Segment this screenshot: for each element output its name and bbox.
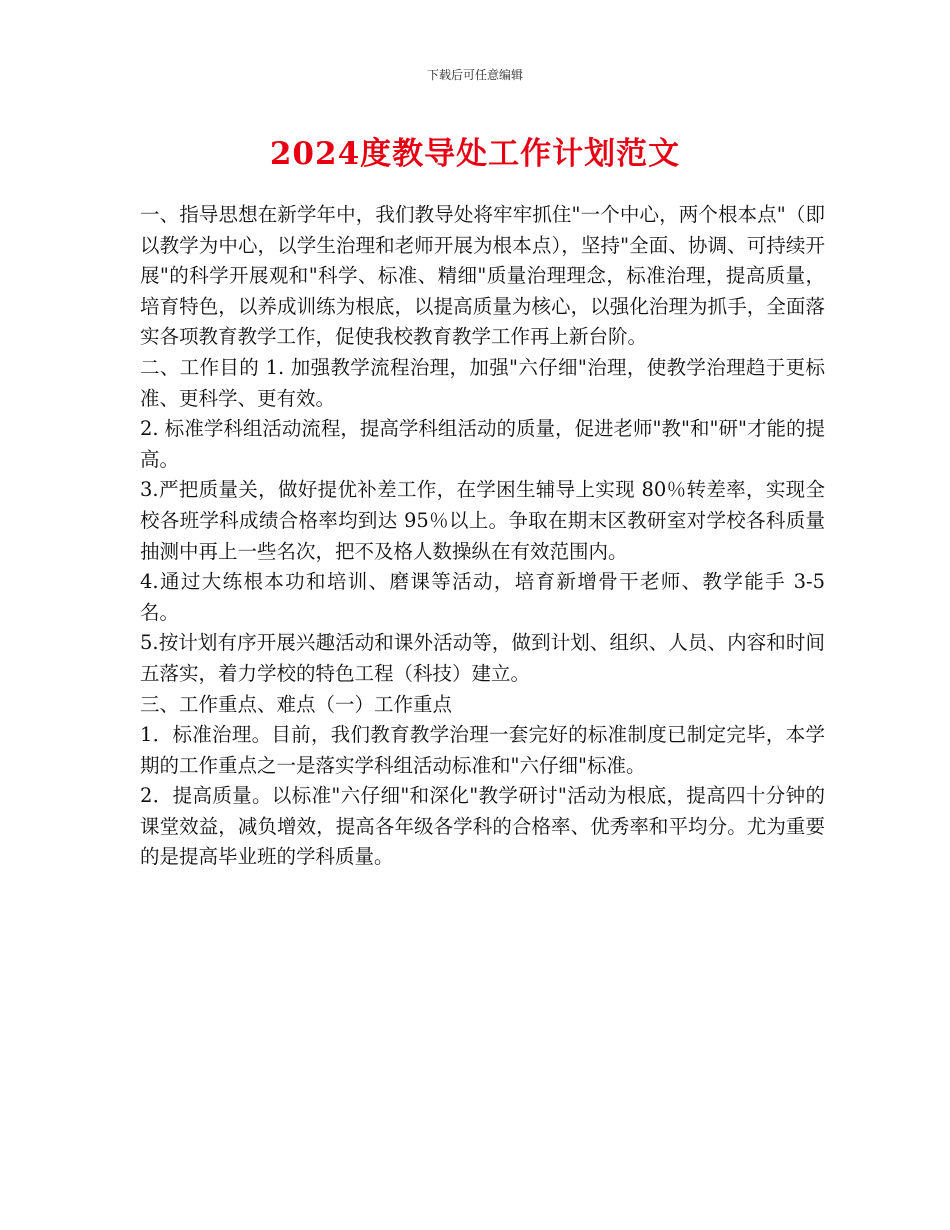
paragraph-goal-3: 3.严把质量关，做好提优补差工作，在学困生辅导上实现 80％转差率，实现全校各班学科成绩合格率均到达 95％以上。争取在期末区教研室对学校各科质量抽测中再上一些名次，把不及格人数操纵在有效范围内。 xyxy=(140,478,825,563)
paragraph-goal-1: 二、工作目的 1. 加强教学流程治理，加强"六仔细"治理，使教学治理趋于更标准、更科学、更有效。 xyxy=(140,355,825,410)
paragraph-focus-1: 1．标准治理。目前，我们教育教学治理一套完好的标准制度已制定完毕，本学期的工作重点之一是落实学科组活动标准和"六仔细"标准。 xyxy=(140,723,825,777)
document-body xyxy=(140,200,825,873)
section-heading-focus: 三、工作重点、难点（一）工作重点 xyxy=(140,692,453,716)
paragraph-goal-4: 4.通过大练根本功和培训、磨课等活动，培育新增骨干老师、教学能手 3-5 名。 xyxy=(140,570,825,624)
paragraph-guiding-thought: 一、指导思想在新学年中，我们教导处将牢牢抓住"一个中心，两个根本点"（即以教学为中心，以学生治理和老师开展为根本点），坚持"全面、协调、可持续开展"的科学开展观和"科学、标准、精细"质量治理理念，标准治理，提高质量，培育特色，以养成训练为根底，以提高质量为核心，以强化治理为抓手，全面落实各项教育教学工作，促使我校教育教学工作再上新台阶。 xyxy=(140,203,825,349)
paragraph-goal-5: 5.按计划有序开展兴趣活动和课外活动等，做到计划、组织、人员、内容和时间五落实，着力学校的特色工程（科技）建立。 xyxy=(140,631,825,685)
document-title: 2024度教导处工作计划范文 xyxy=(269,136,681,172)
paragraph-goal-2: 2. 标准学科组活动流程，提高学科组活动的质量，促进老师"教"和"研"才能的提高。 xyxy=(140,417,825,471)
paragraph-focus-2: 2．提高质量。以标准"六仔细"和深化"教学研讨"活动为根底，提高四十分钟的课堂效益，减负增效，提高各年级各学科的合格率、优秀率和平均分。尤为重要的是提高毕业班的学科质量。 xyxy=(140,784,825,869)
header-note: 下载后可任意编辑 xyxy=(426,68,523,82)
